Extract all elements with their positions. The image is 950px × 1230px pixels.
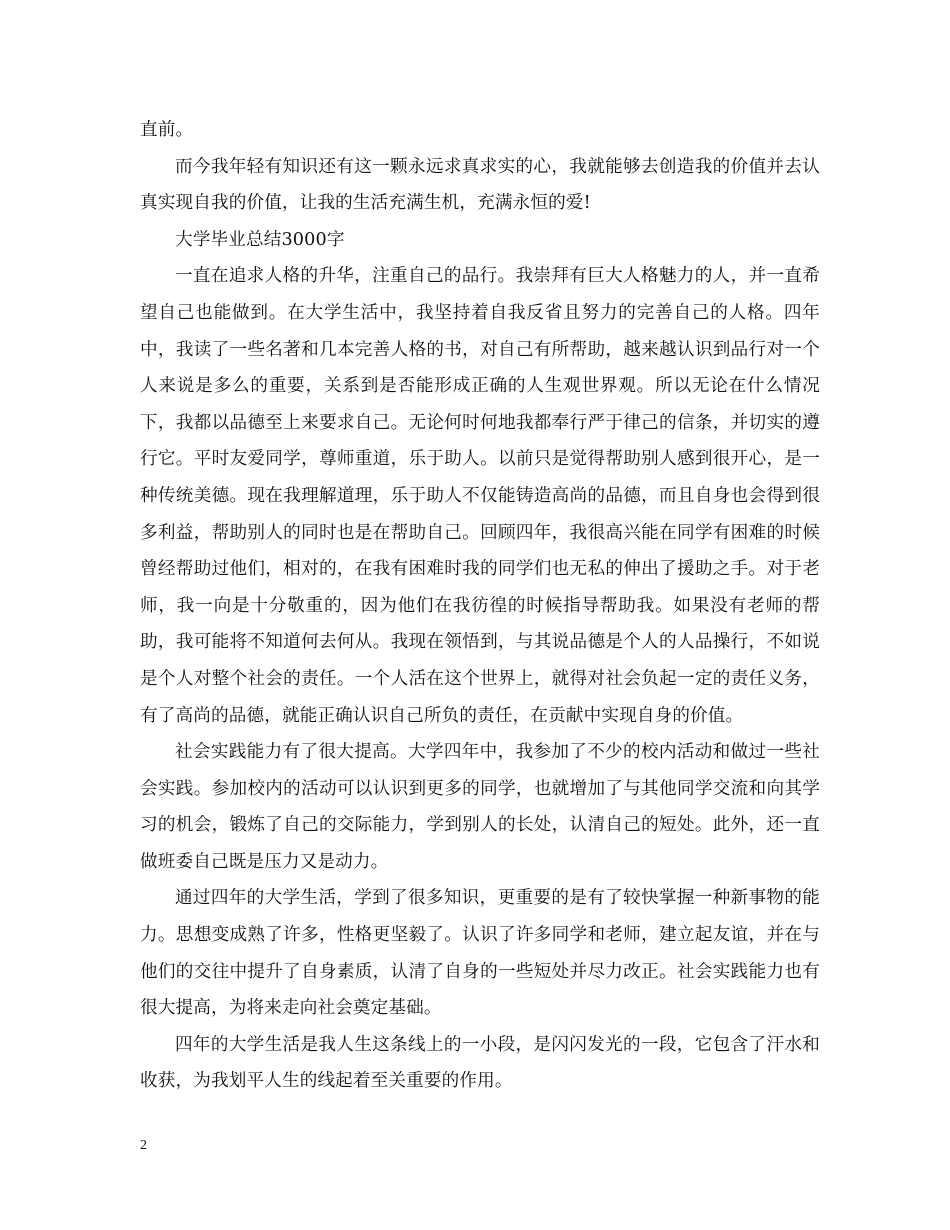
paragraph-growth: 通过四年的大学生活，学到了很多知识，更重要的是有了较快掌握一种新事物的能力。思想变成熟了许多，性格更坚毅了。认识了许多同学和老师，建立起友谊，并在与他们的交往中提升了自身素质，认清了自身的一些短处并尽力改正。社会实践能力也有很大提高，为将来走向社会奠定基础。	[140, 888, 820, 1019]
paragraph-social-practice: 社会实践能力有了很大提高。大学四年中，我参加了不少的校内活动和做过一些社会实践。参加校内的活动可以认识到更多的同学，也就增加了与其他同学交流和向其学习的机会，锻炼了自己的交际能力，学到别人的长处，认清自己的短处。此外，还一直做班委自己既是压力又是动力。	[140, 742, 820, 872]
paragraph-conclusion: 四年的大学生活是我人生这条线上的一小段，是闪闪发光的一段，它包含了汗水和收获，为我划平人生的线起着至关重要的作用。	[140, 1034, 820, 1092]
document-body	[140, 112, 820, 1100]
paragraph-value-statement: 而今我年轻有知识还有这一颗永远求真求实的心，我就能够去创造我的价值并去认真实现自我的价值，让我的生活充满生机，充满永恒的爱!	[140, 156, 820, 214]
section-heading: 大学毕业总结3000字	[175, 229, 345, 250]
page-number: 2	[140, 1138, 147, 1153]
paragraph-continuation: 直前。	[140, 120, 194, 140]
paragraph-character: 一直在追求人格的升华，注重自己的品行。我崇拜有巨大人格魅力的人，并一直希望自己也能做到。在大学生活中，我坚持着自我反省且努力的完善自己的人格。四年中，我读了一些名著和几本完善人格的书，对自己有所帮助，越来越认识到品行对一个人来说是多么的重要，关系到是否能形成正确的人生观世界观。所以无论在什么情况下，我都以品德至上来要求自己。无论何时何地我都奉行严于律己的信条，并切实的遵行它。平时友爱同学，尊师重道，乐于助人。以前只是觉得帮助别人感到很开心，是一种传统美德。现在我理解道理，乐于助人不仅能铸造高尚的品德，而且自身也会得到很多利益，帮助别人的同时也是在帮助自己。回顾四年，我很高兴能在同学有困难的时候曾经帮助过他们，相对的，在我有困难时我的同学们也无私的伸出了援助之手。对于老师，我一向是十分敬重的，因为他们在我彷徨的时候指导帮助我。如果没有老师的帮助，我可能将不知道何去何从。我现在领悟到，与其说品德是个人的人品操行，不如说是个人对整个社会的责任。一个人活在这个世界上，就得对社会负起一定的责任义务，有了高尚的品德，就能正确认识自己所负的责任，在贡献中实现自身的价值。	[140, 266, 820, 726]
